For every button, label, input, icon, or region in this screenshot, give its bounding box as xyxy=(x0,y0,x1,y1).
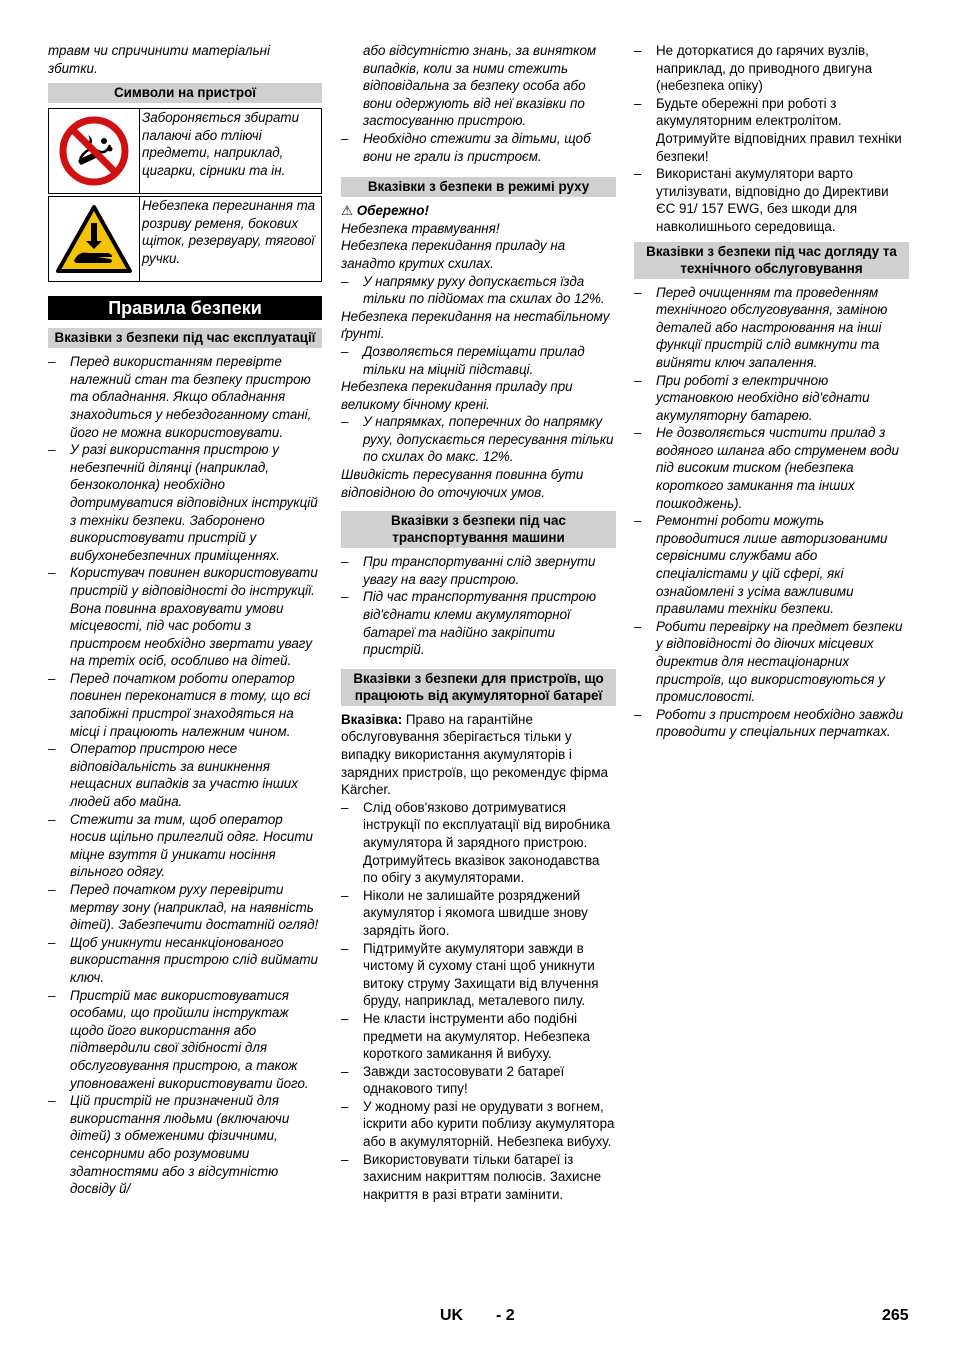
continued-list xyxy=(341,42,616,165)
transport-list xyxy=(341,553,616,659)
list-item: – Роботи з пристроєм необхідно завжди проводити у спеціальних перчатках. xyxy=(634,706,909,741)
slope-list xyxy=(341,273,616,308)
symbol-2-text: Небезпека перегинання та розриву ременя, бокових щіток, резервуару, тягової ручки. xyxy=(142,198,316,266)
lateral-list xyxy=(341,413,616,466)
list-item: – У жодному разі не орудувати з вогнем, іскрити або курити поблизу акумулятора або в акумуляторній. Небезпека вибуху. xyxy=(341,1098,616,1151)
list-item: – Використані акумулятори варто утилізувати, відповідно до Директиви ЄС 91/ 157 EWG, без шкоди для навколишнього середовища. xyxy=(634,165,909,235)
list-item: – Перед початком роботи оператор повинен переконатися в тому, що всі запобіжні пристрої знаходяться на місці і працюють належним чином. xyxy=(48,670,322,740)
symbol-1-text: Забороняється збирати палаючі або тліючі предмети, наприклад, цигарки, сірники та ін. xyxy=(142,110,300,178)
slope-risk-text: Небезпека перекидання приладу на занадто крутих схилах. xyxy=(341,238,566,271)
motion-safety-heading: Вказівки з безпеки в режимі руху xyxy=(341,177,616,197)
note-label: Вказівка: xyxy=(341,711,403,727)
list-item: – Перед очищенням та проведенням технічного обслуговування, заміною деталей або настроювання на інші функції пристрій слід вимкнути та вийняти ключ запалення. xyxy=(634,284,909,372)
list-item: – У напрямку руху допускається їзда тільки по підйомах та схилах до 12%. xyxy=(341,273,616,308)
list-item: – У разі використання пристрою у небезпечній ділянці (наприклад, бензоколонка) необхідно дотримуватися відповідних інструкцій з техніки безпеки. Заборонено використовувати пристрій у вибухонебезпечних приміщеннях. xyxy=(48,441,322,564)
warning-triangle-icon: ⚠ xyxy=(341,203,354,219)
warranty-note xyxy=(341,711,616,799)
footer-lang: UK xyxy=(440,1307,464,1324)
unstable-risk-text: Небезпека перекидання на нестабільному ґрунті. xyxy=(341,308,610,342)
list-item: – Підтримуйте акумулятори завжди в чистому й сухому стані щоб уникнути витоку струму Захищати від влучення бруду, наприклад, металевого пилу. xyxy=(341,940,616,1010)
list-item: – Використовувати тільки батареї із захисним накриттям полюсів. Захисне накриття в разі втрати замінити. xyxy=(341,1151,616,1204)
list-item: – Не доторкатися до гарячих вузлів, наприклад, до приводного двигуна (небезпека опіку) xyxy=(634,42,909,95)
page-number: 265 xyxy=(882,1307,909,1324)
list-item: або відсутністю знань, за винятком випадків, коли за ними стежить відповідальна за безпеку особа або вони одержують від неї вказівки по застосуванню пристрою. xyxy=(363,43,597,129)
safety-rules-heading: Правила безпеки xyxy=(48,296,322,320)
list-item: – У напрямках, поперечних до напрямку руху, допускається пересування тільки по схилах до макс. 12%. xyxy=(341,413,616,466)
list-item: – Під час транспортування пристрою від'єднати клеми акумуляторної батареї та надійно закріпити пристрій. xyxy=(341,588,616,658)
column-1 xyxy=(48,42,322,1198)
list-item: – Перед початком руху перевірити мертву зону (наприклад, на наявність дітей). Забезпечити достатній огляд! xyxy=(48,881,322,934)
warning-line xyxy=(341,202,616,220)
list-item: – Стежити за тим, щоб оператор носив щільно прилеглий одяг. Носити міцне взуття й уникати носіння вільного одягу. xyxy=(48,811,322,881)
operation-safety-list xyxy=(48,353,322,1198)
list-item: – Завжди застосовувати 2 батареї однакового типу! xyxy=(341,1063,616,1098)
list-item: – Робити перевірку на предмет безпеки у відповідності до діючих місцевих директив для нестаціонарних пристроїв, що використовуються у промисловості. xyxy=(634,618,909,706)
symbol-row-2 xyxy=(48,196,322,282)
transport-safety-heading: Вказівки з безпеки під час транспортування машини xyxy=(341,511,616,548)
list-item: – Щоб уникнути несанкціонованого використання пристрою слід виймати ключ. xyxy=(48,934,322,987)
injury-risk-text: Небезпека травмування! xyxy=(341,220,500,236)
column-2 xyxy=(341,42,616,1203)
symbol-row-1 xyxy=(48,108,322,194)
note-text: Право на гарантійне обслуговування зберігається тільки у випадку використання акумуляторів і зарядних пристроїв, що рекомендує фірма Kärcher. xyxy=(341,711,609,798)
intro-text: травм чи спричинити матеріальні збитки. xyxy=(48,43,270,76)
battery-list xyxy=(341,799,616,1204)
list-item: – Ремонтні роботи можуть проводитися лише авторизованими сервісними службами або спеціалістами у цій сфері, які ознайомлені з усіма важливими правилами техніки безпеки. xyxy=(634,512,909,618)
operation-safety-heading: Вказівки з безпеки під час експлуатації xyxy=(48,328,322,348)
list-item: – Оператор пристрою несе відповідальність за виникнення нещасних випадків за участю інших людей або майна. xyxy=(48,740,322,810)
lateral-risk-text: Небезпека перекидання приладу при великому бічному крені. xyxy=(341,379,573,412)
list-item: – Користувач повинен використовувати пристрій у відповідності до інструкції. Вона повинна враховувати умови місцевості, під час роботи з пристроєм необхідно звертати увагу на третіх осіб, особливо на дітей. xyxy=(48,564,322,670)
no-burning-objects-icon xyxy=(49,109,140,193)
list-item: – Необхідно стежити за дітьми, щоб вони не грали із пристроєм. xyxy=(341,130,616,165)
list-item: – Цій пристрій не призначений для використання людьми (включаючи дітей) з обмеженими фізичними, сенсорними або розумовими здатностями або з відсутністю досвіду й/ xyxy=(48,1092,322,1198)
maintenance-safety-heading: Вказівки з безпеки під час догляду та технічного обслуговування xyxy=(634,242,909,279)
battery-list-continued xyxy=(634,42,909,236)
hand-crush-warning-icon xyxy=(49,197,140,281)
list-item: – При роботі з електричною установкою необхідно від'єднати акумуляторну батарею. xyxy=(634,372,909,425)
list-item: – Не класти інструменти або подібні предмети на акумулятор. Небезпека короткого замикання й вибуху. xyxy=(341,1010,616,1063)
battery-safety-heading: Вказівки з безпеки для пристроїв, що працюють від акумуляторної батареї xyxy=(341,669,616,706)
list-item: – Слід обов'язково дотримуватися інструкції по експлуатації від виробника акумулятора й зарядного пристрою. Дотримуйтесь вказівок законодавства по обігу з акумуляторами. xyxy=(341,799,616,887)
list-item: – Ніколи не залишайте розряджений акумулятор і якомога швидше знову зарядіть його. xyxy=(341,887,616,940)
list-item: – Не дозволяється чистити прилад з водяного шланга або струменем води під високим тиском (небезпека короткого замикання та інших пошкоджень). xyxy=(634,424,909,512)
symbols-heading: Символи на пристрої xyxy=(48,83,322,103)
warning-label: Обережно! xyxy=(356,203,429,219)
list-item: – Пристрій має використовуватися особами, що пройшли інструктаж щодо його використання або підтвердили свої здібності для обслуговування пристрою, а також уповноважені використовувати його. xyxy=(48,987,322,1093)
list-item: – Дозволяється переміщати прилад тільки на міцній підставці. xyxy=(341,343,616,378)
footer-section: - 2 xyxy=(496,1307,515,1324)
speed-note: Швидкість пересування повинна бути відповідною до оточуючих умов. xyxy=(341,467,584,500)
list-item: – Будьте обережні при роботі з акумуляторним електролітом. Дотримуйте відповідних правил техніки безпеки! xyxy=(634,95,909,165)
list-item: – Перед використанням перевірте належний стан та безпеку пристрою та обладнання. Якщо обладнання знаходиться у небездоганному стані, його не можна використовувати. xyxy=(48,353,322,441)
maintenance-list xyxy=(634,284,909,741)
list-item: – При транспортуванні слід звернути увагу на вагу пристрою. xyxy=(341,553,616,588)
column-3 xyxy=(634,42,909,741)
unstable-list xyxy=(341,343,616,378)
